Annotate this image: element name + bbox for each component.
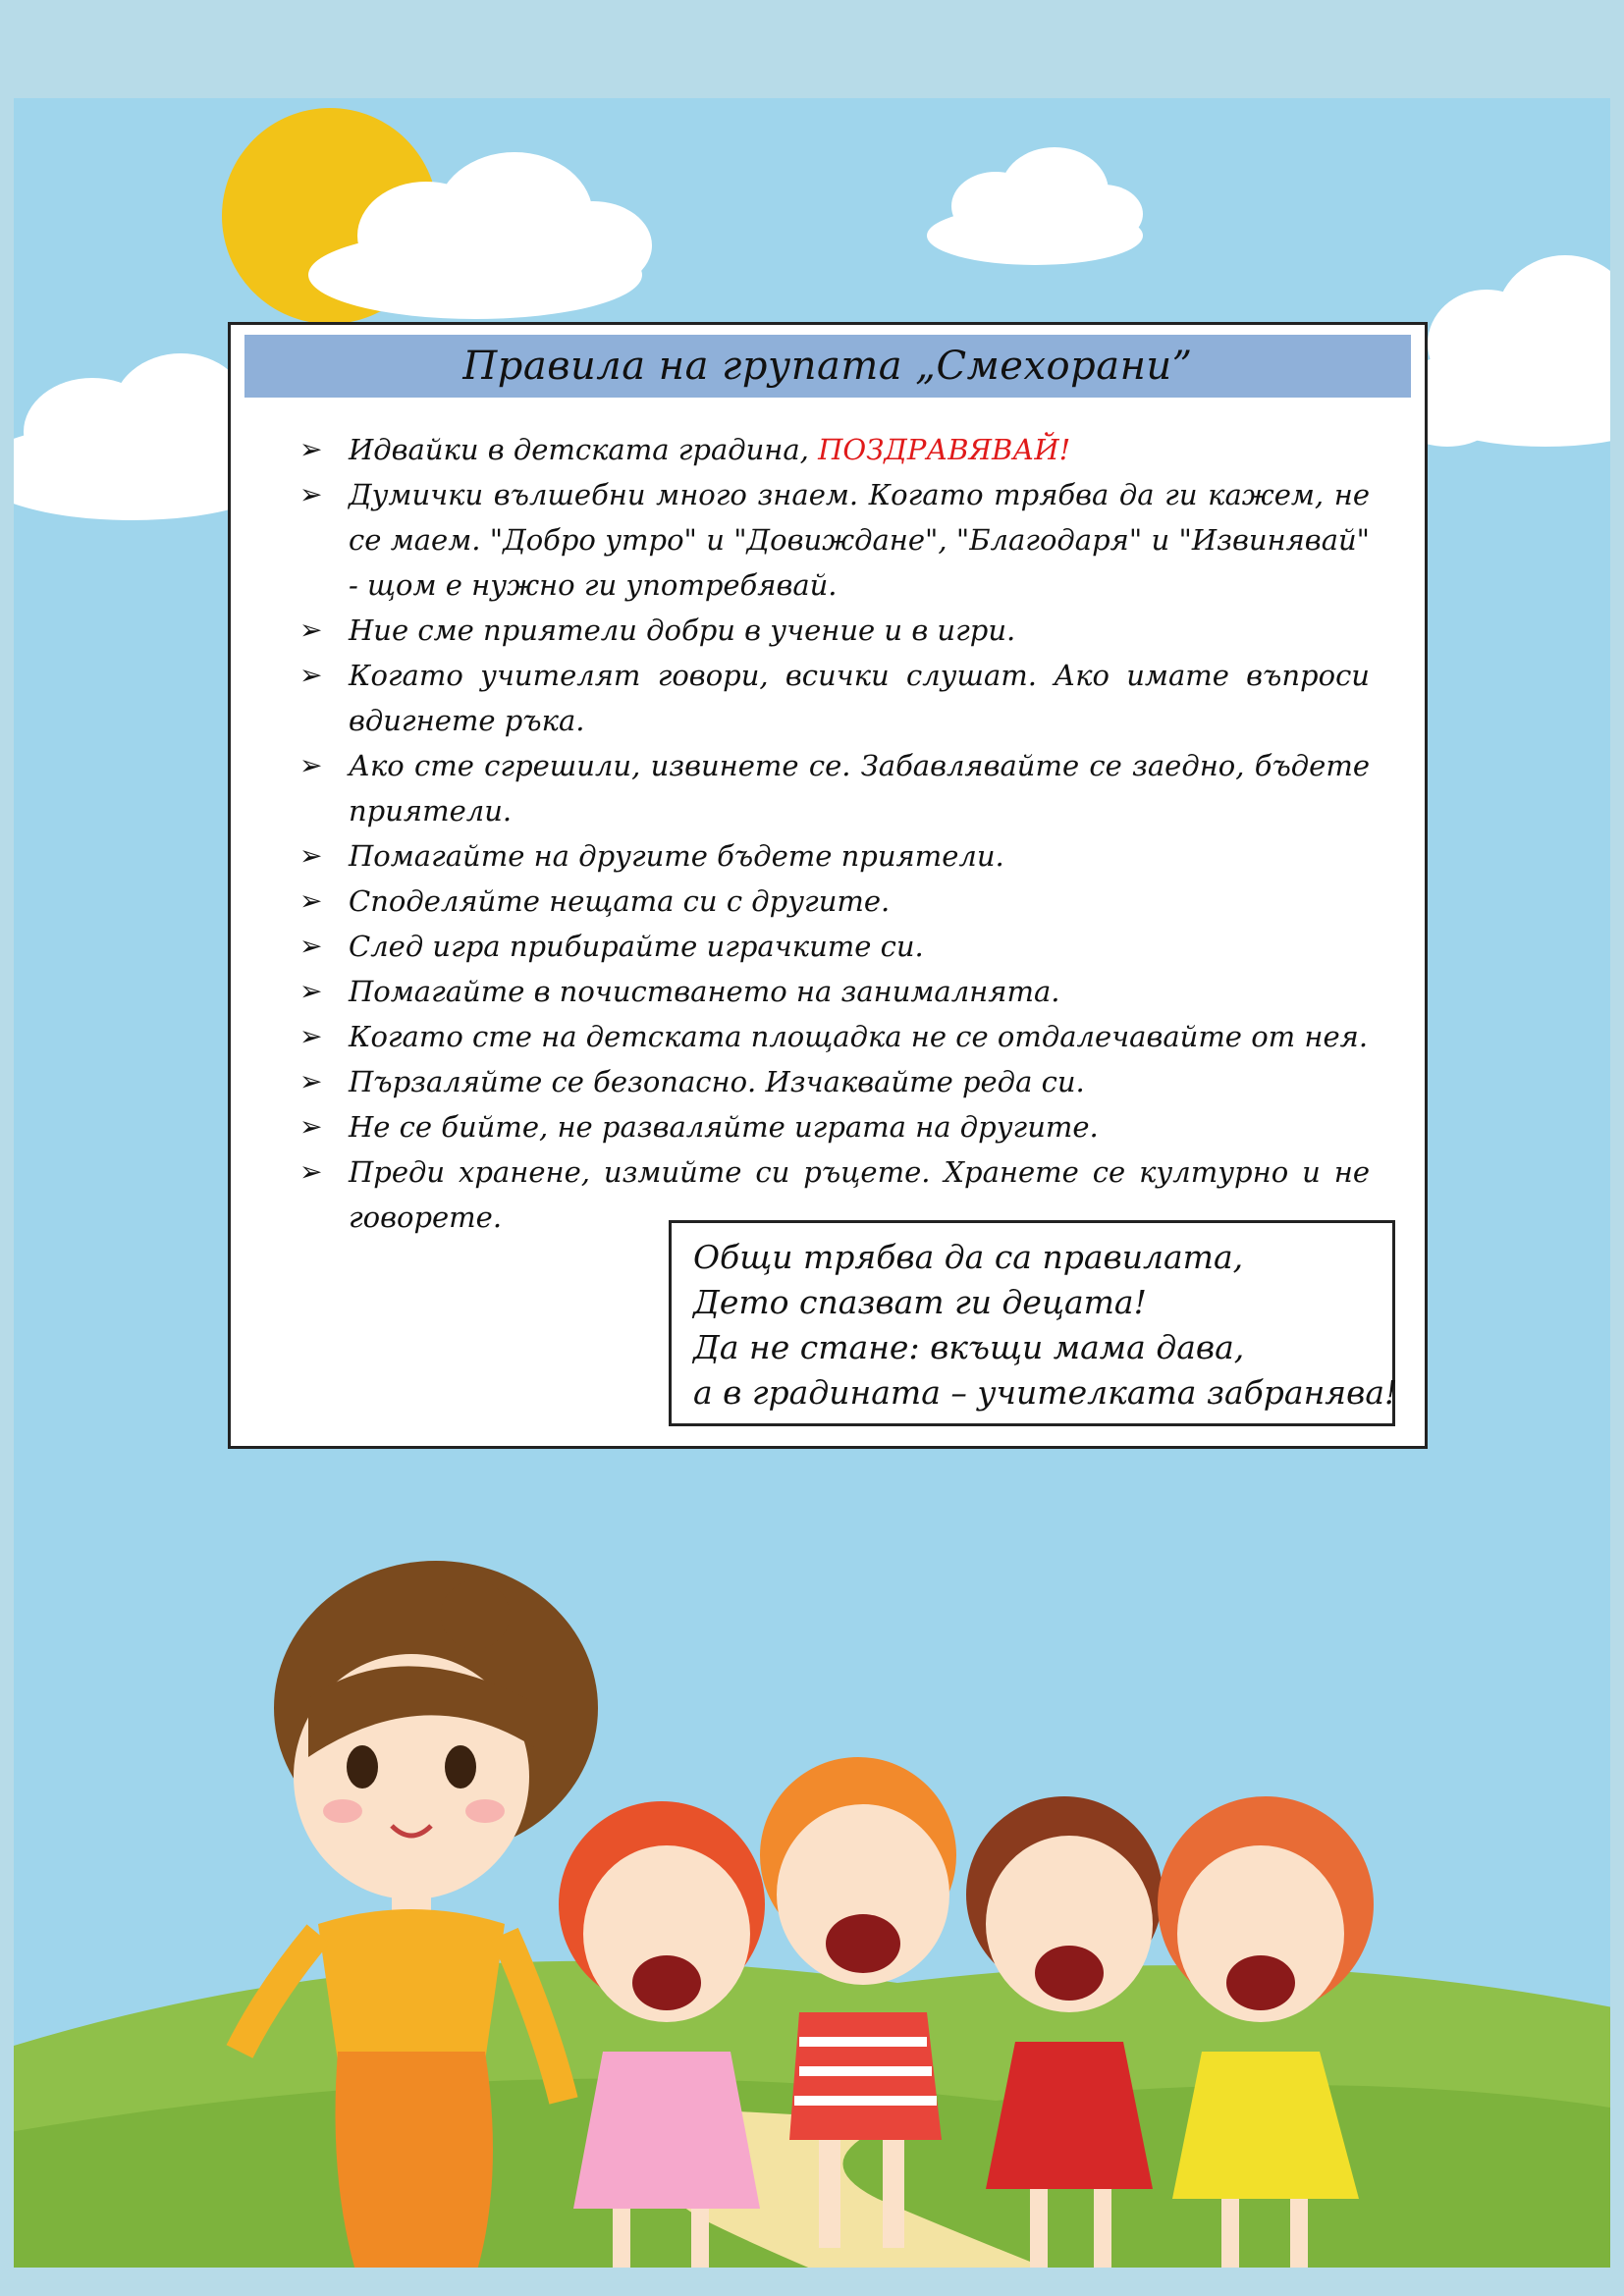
rule-text: Помагайте в почистването на занималнята. xyxy=(349,975,1060,1008)
rule-item xyxy=(299,653,1370,743)
poem-line: Да не стане: вкъщи мама дава, xyxy=(693,1328,1245,1366)
arrow-bullet-icon: ➢ xyxy=(299,1110,323,1143)
arrow-bullet-icon: ➢ xyxy=(299,839,323,872)
rules-list xyxy=(299,427,1370,1240)
arrow-bullet-icon: ➢ xyxy=(299,975,323,1007)
arrow-bullet-icon: ➢ xyxy=(299,433,323,465)
poem-line: Общи трябва да са правилата, xyxy=(693,1238,1244,1276)
rule-item xyxy=(299,879,1370,924)
rule-text: Когато сте на детската площадка не се отдалечавайте от нея. xyxy=(349,1020,1369,1053)
arrow-bullet-icon: ➢ xyxy=(299,478,323,510)
rule-text: Когато учителят говори, всички слушат. Ако имате въпроси вдигнете ръка. xyxy=(349,659,1370,737)
arrow-bullet-icon: ➢ xyxy=(299,749,323,781)
rule-text: След игра прибирайте играчките си. xyxy=(349,930,924,963)
rule-text: Споделяйте нещата си с другите. xyxy=(349,884,891,918)
title-bar xyxy=(244,335,1411,398)
arrow-bullet-icon: ➢ xyxy=(299,614,323,646)
rule-item xyxy=(299,472,1370,608)
rule-item xyxy=(299,833,1370,879)
rule-text: Пързаляйте се безопасно. Изчаквайте реда си. xyxy=(349,1065,1085,1098)
rule-item xyxy=(299,427,1370,472)
rule-item xyxy=(299,608,1370,653)
arrow-bullet-icon: ➢ xyxy=(299,659,323,691)
rule-item xyxy=(299,743,1370,833)
arrow-bullet-icon: ➢ xyxy=(299,1065,323,1097)
arrow-bullet-icon: ➢ xyxy=(299,1020,323,1052)
rule-item xyxy=(299,969,1370,1014)
rule-item xyxy=(299,1014,1370,1059)
arrow-bullet-icon: ➢ xyxy=(299,930,323,962)
page-title: Правила на групата „Смехорани” xyxy=(462,344,1193,389)
arrow-bullet-icon: ➢ xyxy=(299,884,323,917)
rules-card xyxy=(228,322,1428,1449)
poem-box xyxy=(669,1220,1398,1426)
rule-text: Ние сме приятели добри в учение и в игри. xyxy=(349,614,1016,647)
poem-line: а в градината – учителката забранява! xyxy=(693,1373,1398,1412)
rule-item xyxy=(299,1059,1370,1104)
rule-highlight: ПОЗДРАВЯВАЙ! xyxy=(818,433,1071,466)
rule-item xyxy=(299,924,1370,969)
poem-line: Дето спазват ги децата! xyxy=(693,1283,1147,1321)
rule-text: Помагайте на другите бъдете приятели. xyxy=(349,839,1004,873)
rule-text: Не се бийте, не разваляйте играта на другите. xyxy=(349,1110,1099,1144)
rule-text: Преди хранене, измийте си ръцете. Хранете се културно и не говорете. xyxy=(349,1155,1370,1234)
arrow-bullet-icon: ➢ xyxy=(299,1155,323,1188)
rule-item xyxy=(299,1104,1370,1149)
cloud-icon xyxy=(927,147,1143,265)
rule-text: Ако сте сгрешили, извинете се. Забавлявайте се заедно, бъдете приятели. xyxy=(349,749,1370,828)
rule-text: Идвайки в детската градина, xyxy=(349,433,819,466)
rule-text: Думички вълшебни много знаем. Когато трябва да ги кажем, не се маем. "Добро утро" и "Довиждане", "Благодаря" и "Извинявай" - щом е нужно ги употребявай. xyxy=(349,478,1370,602)
